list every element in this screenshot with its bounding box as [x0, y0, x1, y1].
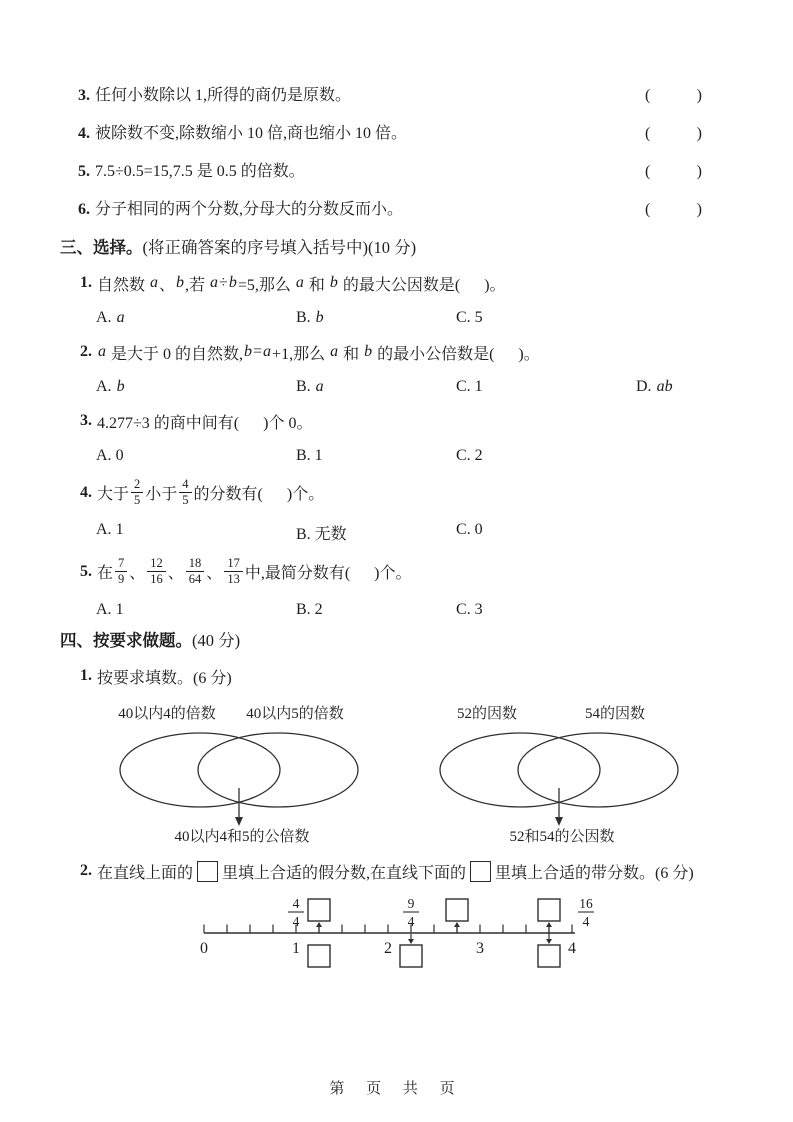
up-arrow-head: [316, 922, 322, 927]
section-three-title: 三、选择。: [60, 238, 143, 257]
choice-value: b: [315, 309, 324, 326]
choice-option: [296, 309, 456, 327]
question-text: 和: [339, 345, 364, 363]
choice-value: 0: [474, 521, 483, 539]
choice-option: [456, 601, 636, 619]
question-text: 的分数有( )个。: [193, 486, 325, 504]
given-fraction-numerator: 9: [407, 895, 415, 911]
variable: b: [364, 343, 373, 360]
integer-label: 4: [568, 939, 576, 957]
question-text: =: [253, 343, 263, 360]
choice-label: C.: [456, 521, 471, 539]
choice-value: 1: [115, 521, 124, 539]
fraction-numerator: 12: [150, 556, 163, 571]
choice-value: a: [315, 378, 324, 395]
choice-option: [96, 521, 296, 544]
integer-label: 0: [200, 939, 208, 957]
variable: a: [150, 274, 159, 291]
question-line: [80, 271, 793, 295]
question-text: +1,那么: [272, 345, 330, 363]
q2-instruction: [80, 860, 793, 883]
bracket-open: (: [645, 125, 651, 142]
venn-left-ellipse: [120, 733, 280, 807]
choice-label: A.: [96, 521, 112, 539]
variable: a: [98, 343, 106, 360]
choice-option: [296, 378, 456, 396]
question-text: 、: [129, 565, 146, 583]
question-number: 3.: [80, 412, 92, 429]
question-text: 在直线上面的: [97, 864, 194, 882]
given-fraction-numerator: 16: [579, 895, 593, 911]
choice-question: [80, 340, 793, 396]
choice-value: 1: [474, 378, 483, 395]
question-text: 大于: [97, 486, 130, 504]
tf-item-number: 3.: [78, 87, 90, 104]
venn-left-set-label: 40以内4的倍数: [118, 705, 216, 722]
choice-option: [296, 601, 456, 619]
question-number: 1.: [80, 274, 92, 291]
bracket-open: (: [645, 163, 651, 180]
choice-label: A.: [96, 600, 112, 618]
venn-left-ellipse: [440, 733, 600, 807]
question-line: [80, 409, 793, 433]
question-text: ,若: [185, 276, 210, 294]
answer-box-above: [308, 899, 330, 921]
venn-diagram-factors: [432, 700, 752, 846]
answer-box-below: [400, 945, 422, 967]
venn-intersection-label: 40以内4和5的公倍数: [174, 828, 310, 845]
section-four-note: (40 分): [192, 630, 241, 650]
q1-instruction: [80, 665, 793, 688]
fraction-denominator: 13: [224, 571, 243, 586]
q1-number: 1.: [80, 667, 92, 684]
question-line: [80, 478, 793, 507]
fraction-denominator: 64: [186, 571, 205, 586]
choices-row: [96, 378, 793, 396]
true-false-item: [78, 196, 702, 219]
answer-brackets: [645, 125, 702, 143]
true-false-section: [0, 82, 793, 219]
fraction-numerator: 17: [227, 556, 240, 571]
question-text: 是大于 0 的自然数,: [107, 345, 244, 363]
variable: b: [228, 274, 237, 291]
choice-label: A.: [96, 447, 112, 464]
question-text: 里填上合适的假分数,在直线下面的: [222, 864, 467, 882]
choices-row: [96, 601, 793, 619]
choice-label: B.: [296, 600, 311, 618]
fraction-denominator: 16: [147, 571, 166, 586]
fraction-numerator: 18: [188, 556, 202, 571]
choice-value: ab: [656, 378, 673, 395]
choice-label: B.: [296, 447, 311, 464]
bracket-open: (: [645, 87, 651, 104]
choice-question: [80, 409, 793, 465]
variable: b: [329, 274, 338, 291]
choice-value: 2: [314, 600, 323, 618]
choice-value: 0: [115, 447, 124, 464]
choice-option: [296, 521, 456, 544]
fraction-numerator: 2: [134, 477, 141, 491]
venn-arrow-head: [235, 817, 243, 826]
choice-label: A.: [96, 309, 112, 326]
variable: b: [244, 343, 253, 360]
venn-arrow-head: [555, 817, 563, 826]
fraction-denominator: 5: [179, 492, 191, 507]
bracket-close: ): [696, 87, 702, 104]
choice-question: [80, 478, 793, 544]
section-three-heading: [60, 234, 793, 258]
tf-item-number: 4.: [78, 125, 90, 142]
q2-number: 2.: [80, 862, 92, 879]
question-line: [80, 340, 793, 364]
venn-right-ellipse: [518, 733, 678, 807]
tf-item-text: 7.5÷0.5=15,7.5 是 0.5 的倍数。: [95, 163, 305, 180]
answer-box-below: [538, 945, 560, 967]
fraction: [186, 557, 205, 586]
true-false-item: [78, 158, 702, 181]
q1-text: 按要求填数。(6 分): [97, 669, 232, 687]
double-arrow-head-up: [546, 922, 552, 927]
question-text: 4.277÷3 的商中间有( )个 0。: [97, 414, 313, 432]
tf-item-text: 分子相同的两个分数,分母大的分数反而小。: [95, 201, 404, 218]
integer-label: 2: [384, 939, 392, 957]
variable: a: [210, 274, 219, 291]
question-text: 在: [97, 565, 114, 583]
choices-row: [96, 309, 793, 327]
question-text: 里填上合适的带分数。(6 分): [495, 864, 694, 882]
answer-brackets: [645, 163, 702, 181]
number-line-figure: [180, 893, 620, 985]
question-text: 、: [206, 565, 223, 583]
choice-option: [456, 378, 636, 396]
venn-intersection-label: 52和54的公因数: [509, 828, 615, 845]
bracket-open: (: [645, 201, 651, 218]
question-number: 2.: [80, 343, 92, 360]
fraction-denominator: 5: [131, 492, 143, 507]
question-text: 小于: [145, 486, 178, 504]
variable: a: [263, 343, 272, 360]
variable: a: [295, 274, 304, 291]
choice-value: 无数: [314, 526, 347, 544]
choice-label: C.: [456, 447, 471, 464]
true-false-item: [78, 120, 702, 143]
choice-label: B.: [296, 309, 311, 326]
choices-row: [96, 521, 793, 544]
choice-label: C.: [456, 600, 471, 618]
choice-label: C.: [456, 378, 471, 395]
bracket-close: ): [696, 201, 702, 218]
section-three-note: (将正确答案的序号填入括号中)(10 分): [142, 238, 417, 257]
venn-right-ellipse: [198, 733, 358, 807]
fraction: [147, 557, 166, 586]
given-fraction-denominator: 4: [582, 913, 590, 929]
integer-label: 3: [476, 939, 484, 957]
choice-value: 1: [115, 600, 124, 618]
true-false-item: [78, 82, 702, 105]
page-footer: 第 页 共 页: [329, 1081, 464, 1097]
question-number: 5.: [80, 562, 92, 580]
venn-diagrams-row: [0, 700, 793, 846]
choice-value: 3: [474, 600, 483, 618]
venn-diagram-multiples: [112, 700, 432, 846]
question-text: 的最大公因数是( )。: [338, 276, 506, 294]
question-number: 4.: [80, 483, 92, 501]
question-text: 、: [167, 565, 184, 583]
tf-item-text: 被除数不变,除数缩小 10 倍,商也缩小 10 倍。: [95, 125, 408, 142]
variable: a: [330, 343, 339, 360]
down-arrow-head: [408, 939, 414, 944]
tf-item-number: 5.: [78, 163, 90, 180]
section-four-heading: [60, 627, 793, 651]
question-text: 和: [304, 276, 329, 294]
choice-option: [96, 309, 296, 327]
answer-box-above: [446, 899, 468, 921]
question-text: =5,那么: [237, 276, 295, 294]
fill-in-box: [197, 861, 218, 882]
answer-brackets: [645, 201, 702, 219]
fraction: [179, 478, 191, 507]
answer-box-below: [308, 945, 330, 967]
bracket-close: ): [696, 125, 702, 142]
choice-label: B.: [296, 378, 311, 395]
question-text: 自然数: [97, 276, 150, 294]
choice-option: [636, 378, 674, 396]
fraction: [224, 557, 243, 586]
section-four-title: 四、按要求做题。: [60, 630, 192, 650]
fill-in-box: [470, 861, 491, 882]
venn-right-set-label: 40以内5的倍数: [246, 705, 344, 722]
venn-right-set-label: 54的因数: [584, 705, 646, 722]
choice-option: [456, 521, 636, 544]
fraction-denominator: 9: [115, 571, 127, 586]
fraction-numerator: 4: [182, 477, 189, 491]
choice-value: 2: [474, 447, 483, 464]
choice-option: [96, 601, 296, 619]
fraction: [115, 557, 127, 586]
question-line: [80, 557, 793, 586]
question-text: 、: [159, 276, 176, 294]
up-arrow-head: [454, 922, 460, 927]
double-arrow-head-down: [546, 939, 552, 944]
choices-row: [96, 447, 793, 465]
choice-option: [96, 447, 296, 465]
given-fraction-denominator: 4: [407, 913, 415, 929]
choice-value: 5: [474, 309, 483, 326]
given-fraction-denominator: 4: [292, 913, 300, 929]
choice-option: [456, 447, 636, 465]
choice-option: [96, 378, 296, 396]
multiple-choice-section: [0, 271, 793, 619]
venn-left-set-label: 52的因数: [456, 705, 518, 722]
fraction-numerator: 7: [118, 556, 125, 571]
choice-value: a: [116, 309, 125, 326]
question-text: 中,最简分数有( )个。: [244, 565, 412, 583]
answer-box-above: [538, 899, 560, 921]
choice-label: C.: [456, 309, 471, 326]
variable: b: [176, 274, 185, 291]
choice-value: b: [116, 378, 125, 395]
integer-label: 1: [292, 939, 300, 957]
choice-label: D.: [636, 378, 652, 395]
question-text: ÷: [219, 274, 228, 291]
question-text: 的最小公倍数是( )。: [373, 345, 540, 363]
bracket-close: ): [696, 163, 702, 180]
choice-question: [80, 271, 793, 327]
choice-option: [296, 447, 456, 465]
choice-label: A.: [96, 378, 112, 395]
choice-value: 1: [314, 447, 323, 464]
tf-item-text: 任何小数除以 1,所得的商仍是原数。: [95, 87, 352, 104]
answer-brackets: [645, 87, 702, 105]
choice-question: [80, 557, 793, 618]
choice-label: B.: [296, 526, 311, 544]
given-fraction-numerator: 4: [292, 895, 300, 911]
choice-option: [456, 309, 636, 327]
fraction: [131, 478, 143, 507]
tf-item-number: 6.: [78, 201, 90, 218]
